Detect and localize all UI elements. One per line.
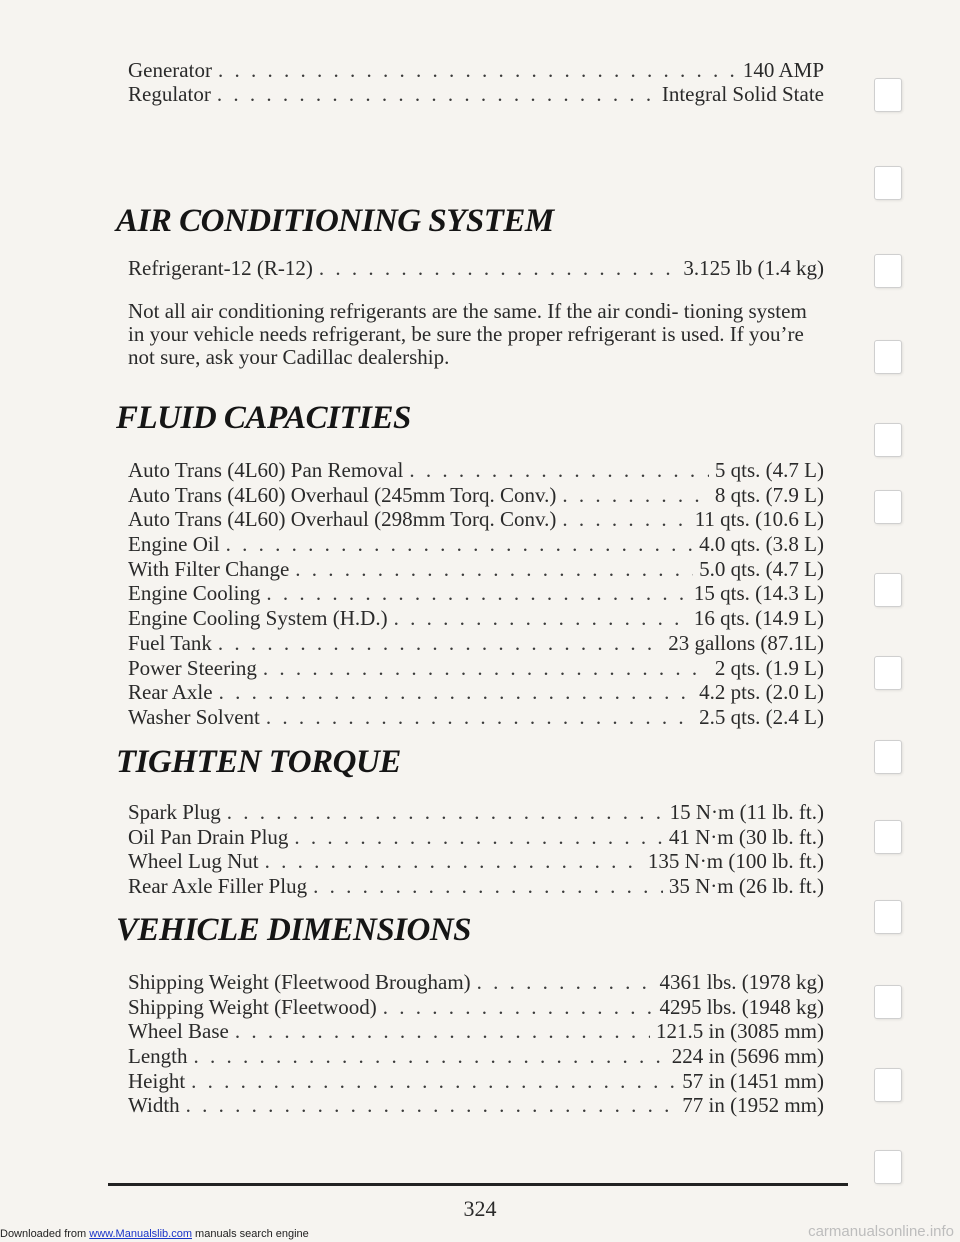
spec-row: [128, 606, 824, 631]
spec-row: [128, 874, 824, 899]
dot-leader: [235, 1019, 650, 1044]
dot-leader: [218, 631, 662, 656]
spec-value: 5.0 qts. (4.7 L): [699, 556, 824, 581]
spec-value: 57 in (1451 mm): [682, 1068, 824, 1093]
spec-value: 4361 lbs. (1978 kg): [659, 970, 824, 994]
spec-label: With Filter Change: [128, 556, 290, 581]
spec-value: 2 qts. (1.9 L): [714, 655, 824, 680]
spec-row: [128, 581, 824, 606]
spec-value: 140 AMP: [742, 58, 824, 82]
spec-row: [128, 995, 824, 1020]
dot-leader: [227, 800, 664, 825]
section-heading-fluid-capacities: FLUID CAPACITIES: [116, 400, 411, 436]
dot-leader: [266, 581, 688, 606]
spec-row: [128, 1019, 824, 1044]
refrigerant-note: Not all air conditioning refrigerants are the same. If the air condi- tioning system in your vehicle needs refrigerant, be sure the proper refrigerant is used. If you’re not sure, ask your Cadillac dealership.: [128, 299, 807, 369]
footer-rule: [108, 1183, 848, 1186]
spec-value: 8 qts. (7.9 L): [714, 482, 824, 507]
spec-row: [128, 631, 824, 656]
dot-leader: [562, 483, 709, 508]
spec-value: 4295 lbs. (1948 kg): [659, 994, 824, 1019]
watermark-prefix: Downloaded from: [0, 1228, 87, 1240]
spec-label: Auto Trans (4L60) Overhaul (298mm Torq. Conv.): [128, 507, 557, 532]
spec-row: [128, 800, 824, 825]
spec-value: 2.5 qts. (2.4 L): [699, 704, 824, 729]
index-tab: [874, 1068, 902, 1102]
watermark-suffix: manuals search engine: [195, 1228, 309, 1240]
dot-leader: [218, 60, 737, 81]
spec-label: Power Steering: [128, 655, 257, 680]
vehicle-dimensions-table: [128, 970, 824, 1118]
spec-label: Engine Oil: [128, 532, 220, 557]
spec-label: Length: [128, 1044, 188, 1069]
spec-row: [128, 557, 824, 582]
spec-row-refrigerant: [128, 258, 824, 279]
spec-row: [128, 705, 824, 730]
spec-label: Wheel Base: [128, 1019, 229, 1044]
spec-label: Shipping Weight (Fleetwood Brougham): [128, 970, 471, 994]
spec-value: 11 qts. (10.6 L): [694, 507, 824, 532]
spec-row-regulator: [128, 84, 824, 105]
index-tab: [874, 78, 902, 112]
spec-value: 77 in (1952 mm): [682, 1093, 824, 1118]
spec-label: Wheel Lug Nut: [128, 849, 259, 874]
electrical-specs: [128, 60, 824, 105]
index-tab: [874, 985, 902, 1019]
spec-value: 16 qts. (14.9 L): [693, 606, 824, 631]
dot-leader: [394, 606, 688, 631]
dot-leader: [219, 680, 694, 705]
spec-row: [128, 1069, 824, 1094]
spec-label: Rear Axle Filler Plug: [128, 874, 308, 899]
spec-value: Integral Solid State: [661, 82, 824, 106]
dot-leader: [265, 849, 642, 874]
dot-leader: [263, 656, 709, 681]
dot-leader: [383, 995, 654, 1020]
spec-label: Oil Pan Drain Plug: [128, 824, 289, 849]
spec-label: Regulator: [128, 82, 211, 106]
dot-leader: [409, 458, 709, 483]
spec-row: [128, 507, 824, 532]
spec-row: [128, 849, 824, 874]
index-tab: [874, 656, 902, 690]
fluid-capacities-table: [128, 458, 824, 730]
spec-value: 3.125 lb (1.4 kg): [683, 256, 824, 280]
spec-label: Height: [128, 1068, 186, 1093]
spec-value: 224 in (5696 mm): [671, 1044, 824, 1069]
dot-leader: [226, 532, 694, 557]
spec-label: Washer Solvent: [128, 704, 260, 729]
spec-row: [128, 1093, 824, 1118]
index-tab: [874, 900, 902, 934]
spec-value: 15 N·m (11 lb. ft.): [669, 800, 824, 824]
spec-label: Rear Axle: [128, 680, 213, 705]
dot-leader: [266, 705, 693, 730]
index-tab: [874, 423, 902, 457]
index-tab: [874, 490, 902, 524]
spec-label: Engine Cooling: [128, 581, 261, 606]
spec-value: 135 N·m (100 lb. ft.): [647, 849, 824, 874]
spec-value: 121.5 in (3085 mm): [656, 1019, 824, 1044]
spec-row: [128, 680, 824, 705]
spec-value: 4.2 pts. (2.0 L): [699, 680, 824, 705]
dot-leader: [294, 825, 662, 850]
spec-value: 23 gallons (87.1L): [668, 630, 824, 655]
index-tab: [874, 340, 902, 374]
spec-row: [128, 483, 824, 508]
spec-row: [128, 1044, 824, 1069]
dot-leader: [191, 1069, 676, 1094]
spec-row-generator: [128, 60, 824, 81]
tighten-torque-table: [128, 800, 824, 899]
dot-leader: [217, 84, 656, 105]
spec-row: [128, 825, 824, 850]
index-tab: [874, 820, 902, 854]
dot-leader: [477, 970, 654, 995]
index-tab: [874, 1150, 902, 1184]
brand-watermark: carmanualsonline.info: [808, 1223, 954, 1240]
spec-label: Refrigerant-12 (R-12): [128, 256, 313, 280]
spec-label: Spark Plug: [128, 800, 221, 824]
dot-leader: [319, 258, 678, 279]
spec-value: 5 qts. (4.7 L): [714, 458, 824, 482]
index-tab: [874, 254, 902, 288]
index-tab: [874, 573, 902, 607]
dot-leader: [295, 557, 693, 582]
dot-leader: [186, 1093, 677, 1118]
spec-value: 35 N·m (26 lb. ft.): [668, 874, 824, 899]
spec-label: Shipping Weight (Fleetwood): [128, 994, 377, 1019]
index-tab: [874, 166, 902, 200]
section-heading-air-conditioning: AIR CONDITIONING SYSTEM: [116, 203, 554, 239]
dot-leader: [313, 874, 663, 899]
spec-value: 4.0 qts. (3.8 L): [699, 532, 824, 557]
spec-label: Auto Trans (4L60) Overhaul (245mm Torq. Conv.): [128, 482, 557, 507]
spec-row: [128, 458, 824, 483]
spec-value: 41 N·m (30 lb. ft.): [668, 824, 824, 849]
section-heading-vehicle-dimensions: VEHICLE DIMENSIONS: [116, 912, 472, 948]
index-tab: [874, 740, 902, 774]
spec-value: 15 qts. (14.3 L): [693, 581, 824, 606]
index-tabs: [868, 78, 904, 1188]
spec-label: Width: [128, 1093, 180, 1118]
spec-label: Generator: [128, 58, 212, 82]
spec-row: [128, 532, 824, 557]
dot-leader: [562, 507, 688, 532]
spec-label: Fuel Tank: [128, 630, 212, 655]
dot-leader: [193, 1044, 665, 1069]
spec-label: Auto Trans (4L60) Pan Removal: [128, 458, 404, 482]
air-conditioning-specs: [128, 258, 824, 279]
spec-label: Engine Cooling System (H.D.): [128, 606, 388, 631]
spec-row: [128, 656, 824, 681]
page-number: 324: [463, 1196, 497, 1221]
spec-row: [128, 970, 824, 995]
download-watermark: [0, 1228, 309, 1240]
manualslib-link[interactable]: www.Manualslib.com: [89, 1228, 192, 1240]
section-heading-tighten-torque: TIGHTEN TORQUE: [116, 744, 401, 780]
